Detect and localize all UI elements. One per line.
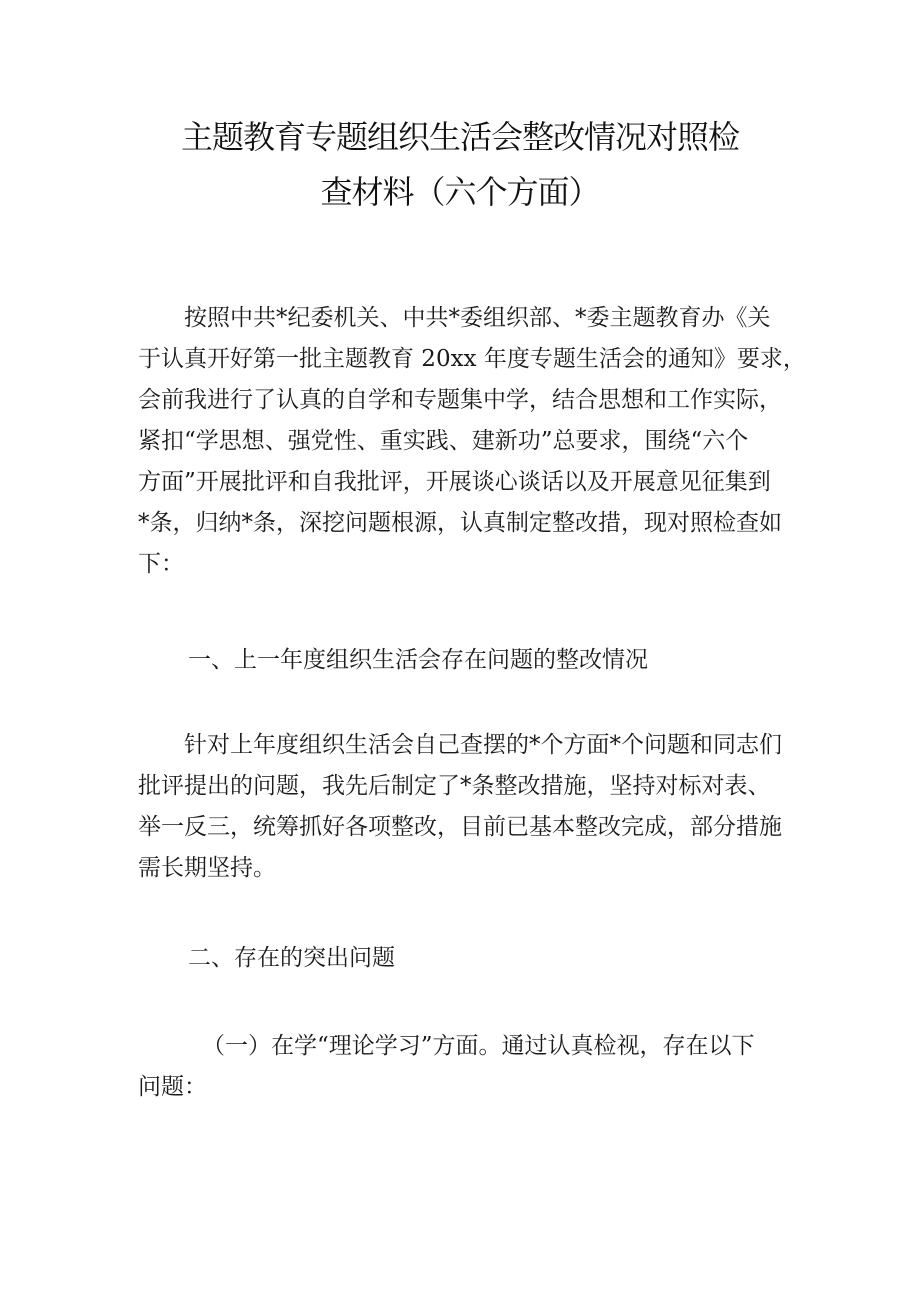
- section-2-heading: 二、存在的突出问题: [188, 945, 395, 971]
- section-1-paragraph: [138, 725, 788, 889]
- paragraph-line: 举一反三，统筹抓好各项整改，目前已基本整改完成，部分措施: [138, 814, 782, 840]
- section-1-heading: 一、上一年度组织生活会存在问题的整改情况: [188, 647, 648, 673]
- paragraph-line: 问题：: [138, 1074, 207, 1100]
- paragraph-line: （一）在学“理论学习”方面。通过认真检视，存在以下: [202, 1033, 755, 1059]
- title-line-2: 查材料（六个方面）: [320, 173, 600, 211]
- paragraph-line: 方面”开展批评和自我批评，开展谈心谈话以及开展意见征集到: [138, 469, 771, 495]
- paragraph-line: 会前我进行了认真的自学和专题集中学，结合思想和工作实际，: [138, 387, 782, 413]
- subsection-1-paragraph: [138, 1026, 788, 1108]
- paragraph-line: *条，归纳*条，深挖问题根源，认真制定整改措，现对照检查如: [138, 510, 782, 536]
- paragraph-line: 下：: [138, 551, 184, 577]
- paragraph-line: 按照中共*纪委机关、中共*委组织部、*委主题教育办《关: [184, 305, 771, 331]
- paragraph-line: 需长期坚持。: [138, 855, 276, 881]
- paragraph-line: 针对上年度组织生活会自己查摆的*个方面*个问题和同志们: [184, 732, 782, 758]
- paragraph-line: 紧扣“学思想、强党性、重实践、建新功”总要求，围绕“六个: [138, 428, 749, 454]
- intro-paragraph: [138, 298, 806, 585]
- paragraph-line: 批评提出的问题，我先后制定了*条整改措施，坚持对标对表、: [138, 773, 771, 799]
- title-line-1: 主题教育专题组织生活会整改情况对照检: [180, 118, 739, 156]
- paragraph-line: 于认真开好第一批主题教育 20xx 年度专题生活会的通知》要求，: [138, 346, 806, 372]
- document-title: [120, 110, 800, 220]
